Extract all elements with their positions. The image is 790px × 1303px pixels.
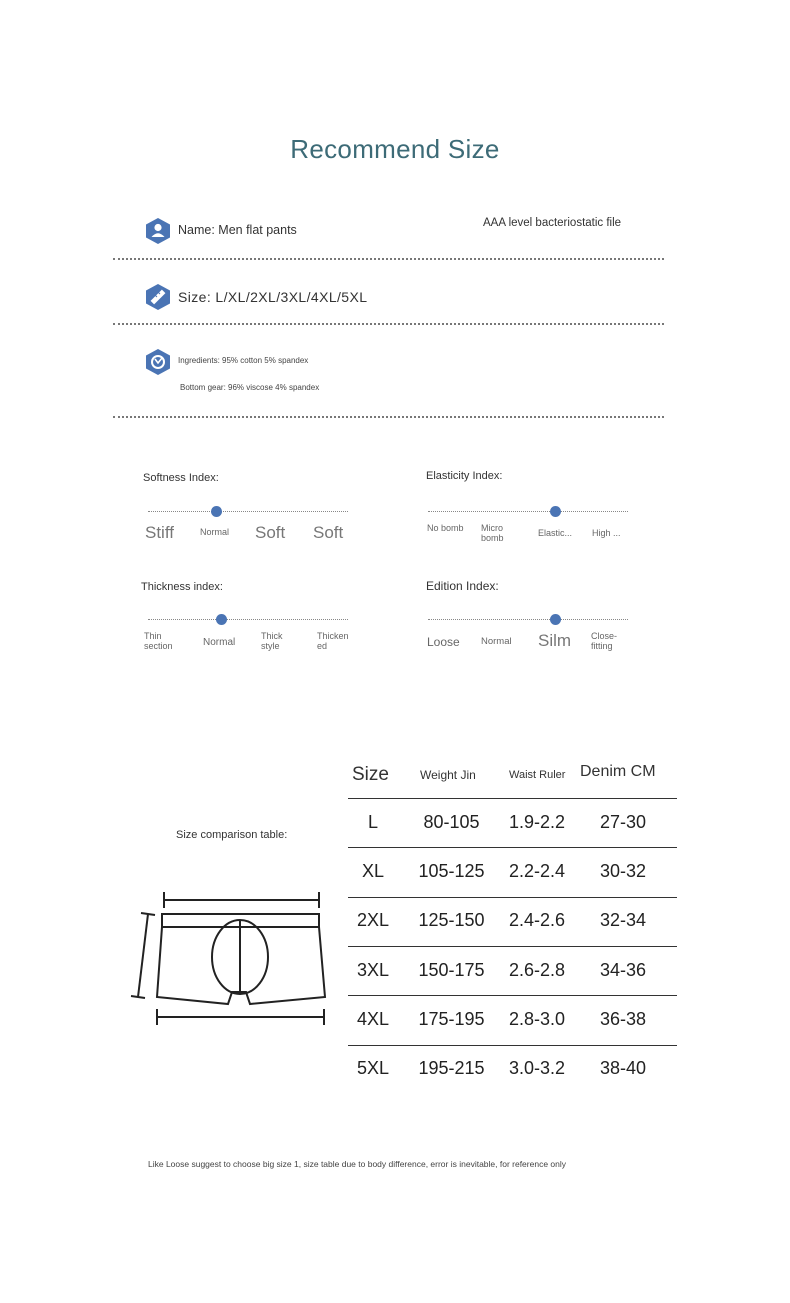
table-header-size: Size [352,764,389,785]
person-icon [146,218,170,244]
table-cell-waist: 2.8-3.0 [508,1009,566,1029]
table-rule [348,995,677,996]
table-cell-waist: 2.2-2.4 [508,861,566,881]
softness-option: Normal [200,527,230,537]
table-cell-weight: 80-105 [423,812,480,832]
table-cell-denim: 32-34 [599,910,647,930]
size-list: Size: L/XL/2XL/3XL/4XL/5XL [178,289,368,305]
elasticity-label: Elasticity Index: [426,470,503,482]
thickness-option: Thin section [144,631,173,651]
thickness-track [148,619,348,620]
size-table-caption: Size comparison table: [176,829,288,841]
certificate-text: AAA level bacteriostatic file [483,217,622,229]
divider [113,323,664,325]
edition-option: Close-fitting [591,631,618,651]
table-header-denim: Denim CM [580,763,656,780]
fabric-icon [146,349,170,375]
bottom-gear-text: Bottom gear: 96% viscose 4% spandex [180,383,320,392]
elasticity-option: High ... [592,528,621,538]
table-cell-size: 4XL [356,1009,390,1029]
table-rule [348,946,677,947]
table-cell-denim: 34-36 [599,960,647,980]
softness-option: Soft [313,523,344,542]
table-rule [348,1045,677,1046]
softness-option: Stiff [145,523,174,542]
table-cell-size: 5XL [356,1058,390,1078]
edition-option: Loose [427,635,460,649]
table-cell-waist: 3.0-3.2 [508,1058,566,1078]
softness-track [148,511,348,512]
table-header-weight: Weight Jin [420,768,476,782]
table-cell-denim: 27-30 [599,812,647,832]
elasticity-knob [550,506,561,517]
elasticity-track [428,511,628,512]
table-cell-denim: 38-40 [599,1058,647,1078]
thickness-label: Thickness index: [141,581,223,593]
elasticity-option: No bomb [427,523,464,533]
table-rule [348,798,677,799]
edition-option: Normal [481,636,512,647]
thickness-option: Thick style [261,631,283,651]
thickness-option: Normal [203,637,236,648]
table-cell-size: 2XL [356,910,390,930]
elasticity-option: Elastic... [538,528,573,538]
table-cell-weight: 195-215 [418,1058,485,1078]
table-cell-size: 3XL [356,960,390,980]
thickness-option: Thicken ed [317,631,349,651]
briefs-diagram [128,886,333,1028]
thickness-knob [216,614,227,625]
table-rule [348,847,677,848]
ruler-icon [146,284,170,310]
ingredients-text: Ingredients: 95% cotton 5% spandex [178,356,309,365]
table-header-waist: Waist Ruler [509,769,566,781]
edition-option: Silm [538,631,572,650]
elasticity-option: Micro bomb [481,523,504,543]
table-cell-denim: 36-38 [599,1009,647,1029]
table-cell-denim: 30-32 [599,861,647,881]
table-cell-waist: 1.9-2.2 [508,812,566,832]
page-title: Recommend Size [290,134,500,164]
table-cell-weight: 150-175 [418,960,485,980]
table-cell-weight: 125-150 [418,910,485,930]
divider [113,416,664,418]
table-cell-size: XL [361,861,385,881]
edition-label: Edition Index: [426,579,499,593]
divider [113,258,664,260]
table-cell-waist: 2.6-2.8 [508,960,566,980]
softness-knob [211,506,222,517]
edition-knob [550,614,561,625]
edition-track [428,619,628,620]
table-cell-weight: 105-125 [418,861,485,881]
table-rule [348,897,677,898]
table-cell-size: L [367,812,378,832]
table-cell-weight: 175-195 [418,1009,485,1029]
product-name: Name: Men flat pants [178,223,297,237]
softness-option: Soft [255,523,286,542]
table-cell-waist: 2.4-2.6 [508,910,566,930]
softness-label: Softness Index: [143,472,219,484]
footnote: Like Loose suggest to choose big size 1, size table due to body difference, error is inevitable, for reference only [148,1159,567,1169]
